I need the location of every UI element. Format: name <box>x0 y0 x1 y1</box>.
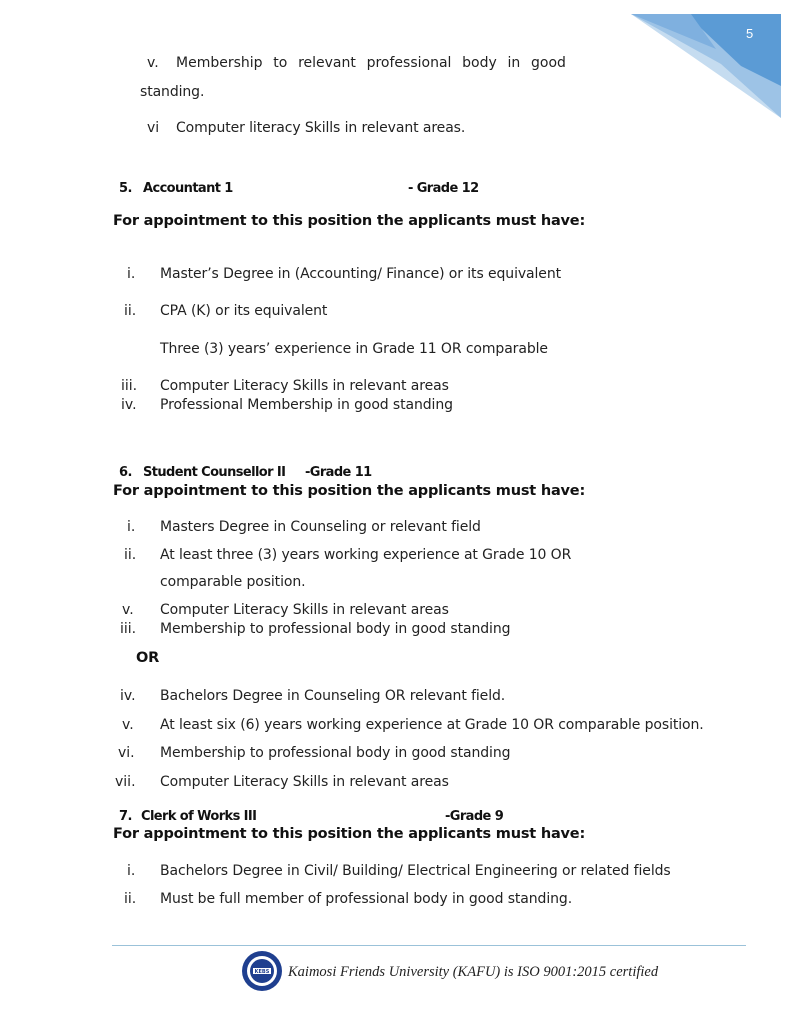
requirement-text: Computer Literacy Skills in relevant areas <box>160 378 449 394</box>
section-grade: -Grade 11 <box>305 465 372 480</box>
requirement-text: At least six (6) years working experience at Grade 10 OR comparable position. <box>160 717 704 733</box>
requirement-text: Master’s Degree in (Accounting/ Finance) or its equivalent <box>160 266 561 282</box>
requirement-text: Computer Literacy Skills in relevant areas <box>160 602 449 618</box>
list-item-text: Computer literacy Skills in relevant areas. <box>176 120 466 136</box>
section-intro: For appointment to this position the applicants must have: <box>113 213 586 229</box>
section-intro: For appointment to this position the applicants must have: <box>113 483 586 499</box>
list-marker: iii. <box>121 378 138 394</box>
requirement-text: Membership to professional body in good standing <box>160 745 511 761</box>
requirement-text: Must be full member of professional body in good standing. <box>160 891 573 907</box>
list-marker: iv. <box>121 397 137 413</box>
list-marker: i. <box>127 519 136 535</box>
footer-divider <box>112 945 746 946</box>
requirement-text: Membership to professional body in good standing <box>160 621 511 637</box>
section-number: 7. <box>119 809 132 824</box>
list-marker: v. <box>122 602 134 618</box>
section-title: Clerk of Works III <box>141 809 257 824</box>
requirement-text: At least three (3) years working experience at Grade 10 OR <box>160 547 572 563</box>
requirement-text: Masters Degree in Counseling or relevant field <box>160 519 481 535</box>
list-marker: v. <box>122 717 134 733</box>
list-marker: iv. <box>120 688 136 704</box>
list-marker: iii. <box>120 621 137 637</box>
kebs-certification-logo-icon <box>241 950 283 992</box>
list-marker: vii. <box>115 774 136 790</box>
svg-text:KEBS: KEBS <box>254 969 270 975</box>
section-number: 6. <box>119 465 132 480</box>
list-marker: ii. <box>124 303 137 319</box>
list-marker: vi <box>147 120 160 136</box>
requirement-text: Computer Literacy Skills in relevant areas <box>160 774 449 790</box>
list-marker: i. <box>127 266 136 282</box>
requirement-text: CPA (K) or its equivalent <box>160 303 328 319</box>
list-item-text: Membership to relevant professional body in good <box>176 55 566 71</box>
list-item-continuation: standing. <box>140 84 205 100</box>
list-marker: i. <box>127 863 136 879</box>
list-marker: ii. <box>124 891 137 907</box>
section-title: Student Counsellor II <box>143 465 286 480</box>
list-marker: vi. <box>118 745 135 761</box>
section-grade: -Grade 9 <box>445 809 504 824</box>
footer-certification-text: Kaimosi Friends University (KAFU) is ISO 9001:2015 certified <box>288 964 659 980</box>
or-separator: OR <box>136 650 160 666</box>
list-marker: v. <box>147 55 159 71</box>
requirement-text: Three (3) years’ experience in Grade 11 OR comparable <box>160 341 548 357</box>
requirement-text: Bachelors Degree in Civil/ Building/ Electrical Engineering or related fields <box>160 863 671 879</box>
requirement-text: comparable position. <box>160 574 306 590</box>
requirement-text: Professional Membership in good standing <box>160 397 453 413</box>
page-number: 5 <box>746 26 754 41</box>
section-title: Accountant 1 <box>143 181 233 196</box>
page-corner-decoration-icon <box>631 14 781 118</box>
section-number: 5. <box>119 181 132 196</box>
requirement-text: Bachelors Degree in Counseling OR relevant field. <box>160 688 506 704</box>
section-intro: For appointment to this position the applicants must have: <box>113 826 586 842</box>
list-marker: ii. <box>124 547 137 563</box>
section-grade: - Grade 12 <box>408 181 479 196</box>
